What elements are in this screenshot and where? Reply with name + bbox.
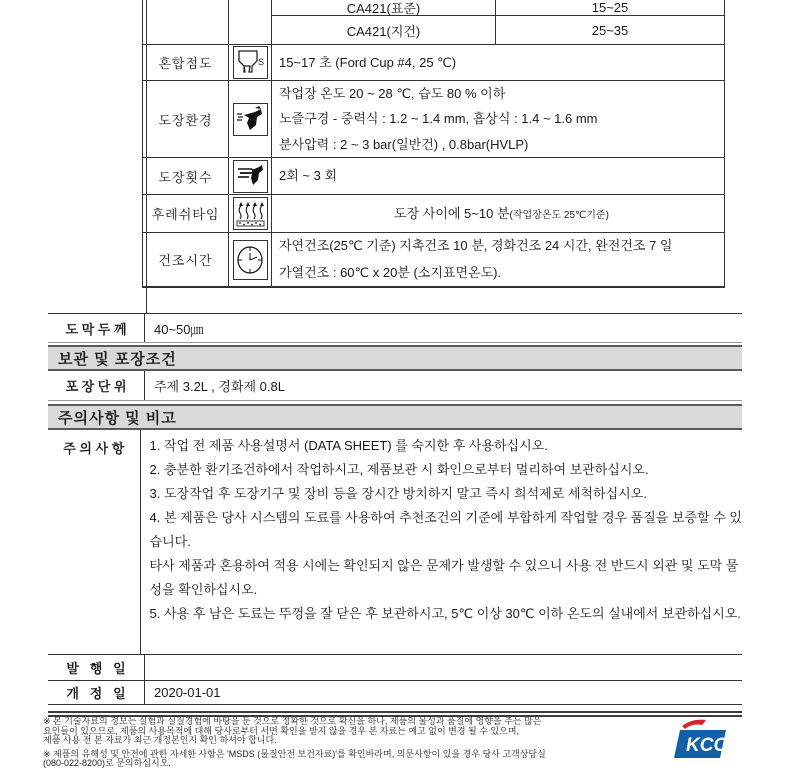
footer-line: ※ 제품의 유해성 및 안전에 관한 자세한 사항은 'MSDS (물질안전 보건자료)'를 확인바라며, 의문사항이 있을 경우 당사 고객상담실 [43, 748, 546, 759]
row-label: 도장횟수 [143, 158, 229, 194]
cell-content [272, 195, 724, 232]
footer-line: (080-022-8200)로 문의하십시오. [43, 758, 171, 768]
footer-line: ※ 본 기술자료의 정보는 실험과 실질경험에 바탕을 둔 것으로 정확한 것으로 확신을 하나, 제품의 물성과 품질에 영향을 주는 많은 [43, 716, 542, 726]
spec-table [142, 0, 725, 288]
hardener-name: CA421(표준) [272, 0, 496, 15]
coats-value: 2회 ~ 3 회 [279, 168, 338, 184]
table-row [272, 0, 724, 16]
ford-cup-icon [233, 46, 268, 79]
field-row-caution [48, 430, 742, 654]
section-header-caution [48, 404, 742, 430]
caution-line: 1. 작업 전 제품 사용설명서 (DATA SHEET) 를 숙지한 후 사용하십시오. [149, 438, 548, 453]
table-row [272, 16, 724, 44]
flashtime-condition: (작업장온도 25℃기준) [509, 210, 609, 221]
spray-gun-icon [233, 103, 268, 136]
caution-line: 성을 확인하십시오. [149, 582, 258, 597]
hardener-name: CA421(지건) [272, 16, 496, 44]
viscosity-value: 15~17 초 (Ford Cup #4, 25 ℃) [279, 54, 457, 70]
caution-line: 습니다. [149, 534, 191, 549]
field-label: 발 행 일 [48, 655, 145, 680]
env-temp-humidity: 작업장 온도 20 ~ 28 ℃, 습도 80 % 이하 [279, 85, 506, 101]
caution-line: 4. 본 제품은 당사 시스템의 도료를 사용하여 추천조건의 기준에 부합하게 작업할 경우 품질을 보증할 수 있 [149, 510, 742, 525]
hardener-variant-cell [272, 0, 724, 44]
revision-date-value: 2020-01-01 [154, 685, 221, 700]
logo-red-swoosh [682, 720, 706, 729]
footer-line: 제품 사용 전 본 자료가 최근 개정본인지 확인 하셔야 합니다. [43, 735, 277, 745]
footer-disclaimer [43, 717, 668, 769]
field-row-issue-date [48, 654, 742, 680]
flashtime-value: 도장 사이에 5~10 분 [394, 205, 510, 221]
row-label: 도장환경 [143, 81, 229, 157]
kcc-logo [666, 716, 730, 764]
field-label: 개 정 일 [48, 681, 145, 704]
logo-text: KCC [686, 735, 728, 756]
cell-content [272, 81, 724, 157]
drytime-heated: 가열건조 : 60℃ x 20분 (소지표면온도). [279, 264, 502, 280]
film-thickness-value: 40~50㎛ [154, 321, 204, 337]
footer-paragraph [43, 717, 668, 746]
table-row-coats [143, 157, 724, 194]
icon-cell [229, 195, 272, 232]
hardener-value: 25~35 [591, 22, 629, 38]
empty-label-cell [143, 0, 229, 44]
cell-content [272, 233, 724, 286]
row-label: 후레쉬타임 [143, 195, 229, 232]
field-label: 주 의 사 항 [48, 430, 141, 654]
field-label: 도 막 두 께 [48, 314, 145, 342]
clock-icon [233, 240, 268, 280]
evaporation-icon [233, 197, 268, 230]
caution-line: 3. 도장작업 후 도장기구 및 장비 등을 장시간 방치하지 말고 즉시 희석제로 세척하십시오. [149, 486, 647, 501]
table-row-drytime [143, 232, 724, 286]
table-row [143, 0, 724, 44]
field-row-packing-unit [48, 371, 742, 401]
section-title: 보관 및 포장조건 [58, 350, 177, 368]
field-row-revision-date [48, 680, 742, 705]
section-title: 주의사항 및 비고 [58, 409, 177, 427]
caution-line: 타사 제품과 혼용하여 적용 시에는 확인되지 않은 문제가 발생할 수 있으니 사용 전 반드시 외관 및 도막 물 [149, 558, 739, 573]
footer-line: 요인들이 있으므로, 제품의 사용목적에 대해 당사로부터 서면 확인을 받지 않을 경우 본 자료는 예고 없이 변경 될 수 있으며, [43, 725, 520, 736]
cell-content [272, 45, 724, 80]
cell-content [272, 158, 724, 194]
row-label: 건조시간 [143, 233, 229, 286]
footer-paragraph [43, 750, 668, 769]
table-row-environment [143, 80, 724, 157]
spray-passes-icon [233, 160, 268, 193]
icon-cell [229, 45, 272, 80]
icon-cell [229, 233, 272, 286]
issue-date-value [145, 655, 742, 680]
lower-sections [48, 313, 742, 717]
env-nozzle: 노즐구경 - 중력식 : 1.2 ~ 1.4 mm, 흡상식 : 1.4 ~ 1.6 mm [279, 111, 598, 127]
field-label: 포 장 단 위 [48, 371, 145, 400]
empty-icon-cell [229, 0, 272, 44]
svg-text:S: S [258, 56, 265, 67]
table-row-viscosity [143, 44, 724, 80]
caution-line: 2. 충분한 환기조건하에서 작업하시고, 제품보관 시 화인으로부터 멀리하여 보관하십시오. [149, 462, 649, 477]
row-label: 혼합점도 [143, 45, 229, 80]
caution-line: 5. 사용 후 남은 도료는 뚜껑을 잘 닫은 후 보관하시고, 5℃ 이상 30℃ 이하 온도의 실내에서 보관하십시오. [149, 606, 741, 621]
section-header-storage [48, 345, 742, 371]
icon-cell [229, 158, 272, 194]
table-row-flashtime [143, 194, 724, 232]
env-pressure: 분사압력 : 2 ~ 3 bar(일반건) , 0.8bar(HVLP) [279, 136, 529, 152]
field-row-film-thickness [48, 313, 742, 343]
hardener-value: 15~25 [591, 0, 629, 15]
caution-text-block [141, 430, 742, 654]
drytime-natural: 자연건조(25℃ 기준) 지촉건조 10 분, 경화건조 24 시간, 완전건조 7 일 [279, 238, 673, 254]
icon-cell [229, 81, 272, 157]
packing-unit-value: 주제 3.2L , 경화제 0.8L [154, 379, 285, 394]
